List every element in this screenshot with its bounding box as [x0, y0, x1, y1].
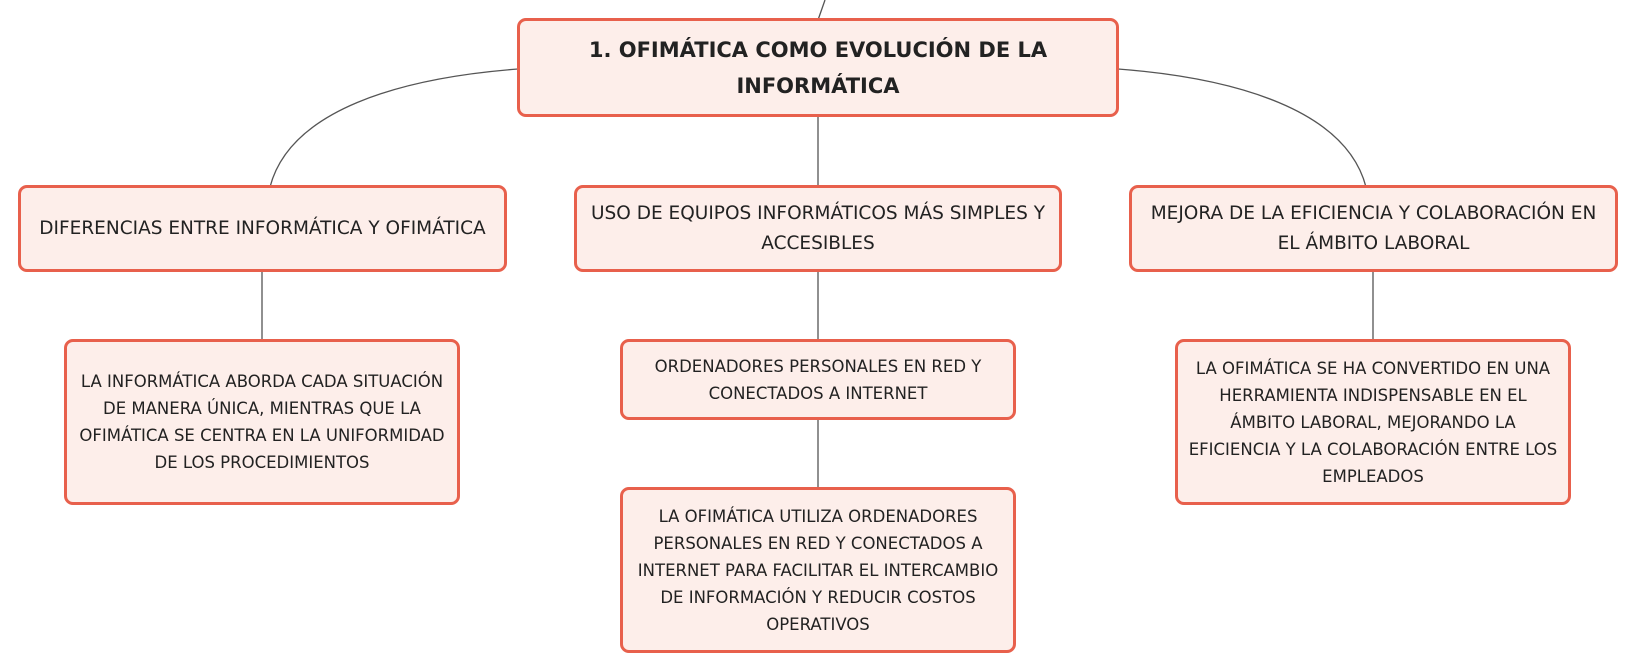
branch-topic-3[interactable]	[1129, 185, 1618, 272]
detail-node-2-2-text: LA OFIMÁTICA UTILIZA ORDENADORES PERSONALES EN RED Y CONECTADOS A INTERNET PARA FACILITAR EL INTERCAMBIO DE INFORMACIÓN Y REDUCIR COSTOS OPERATIVOS	[637, 506, 999, 634]
branch-topic-2-label: USO DE EQUIPOS INFORMÁTICOS MÁS SIMPLES Y ACCESIBLES	[591, 202, 1045, 254]
detail-node-2-2[interactable]	[620, 487, 1016, 653]
detail-node-3-1[interactable]	[1175, 339, 1571, 505]
detail-node-2-1-text: ORDENADORES PERSONALES EN RED Y CONECTADOS A INTERNET	[654, 356, 982, 403]
connector-incoming	[818, 0, 825, 20]
detail-node-2-1[interactable]	[620, 339, 1016, 420]
root-topic[interactable]	[517, 18, 1119, 117]
detail-node-1-1-text: LA INFORMÁTICA ABORDA CADA SITUACIÓN DE MANERA ÚNICA, MIENTRAS QUE LA OFIMÁTICA SE CENTRA EN LA UNIFORMIDAD DE LOS PROCEDIMIENTOS	[79, 372, 445, 472]
connector-root-to-branch-3	[1118, 69, 1366, 187]
connector-root-to-branch-1	[270, 69, 518, 187]
branch-topic-3-label: MEJORA DE LA EFICIENCIA Y COLABORACIÓN EN EL ÁMBITO LABORAL	[1150, 202, 1597, 254]
detail-node-1-1[interactable]	[64, 339, 460, 505]
branch-topic-1[interactable]	[18, 185, 507, 272]
detail-node-3-1-text: LA OFIMÁTICA SE HA CONVERTIDO EN UNA HERRAMIENTA INDISPENSABLE EN EL ÁMBITO LABORAL, MEJORANDO LA EFICIENCIA Y LA COLABORACIÓN ENTRE LOS EMPLEADOS	[1188, 358, 1558, 486]
branch-topic-1-label: DIFERENCIAS ENTRE INFORMÁTICA Y OFIMÁTICA	[39, 217, 486, 239]
root-topic-label: 1. OFIMÁTICA COMO EVOLUCIÓN DE LA INFORMÁTICA	[588, 37, 1048, 98]
branch-topic-2[interactable]	[574, 185, 1062, 272]
